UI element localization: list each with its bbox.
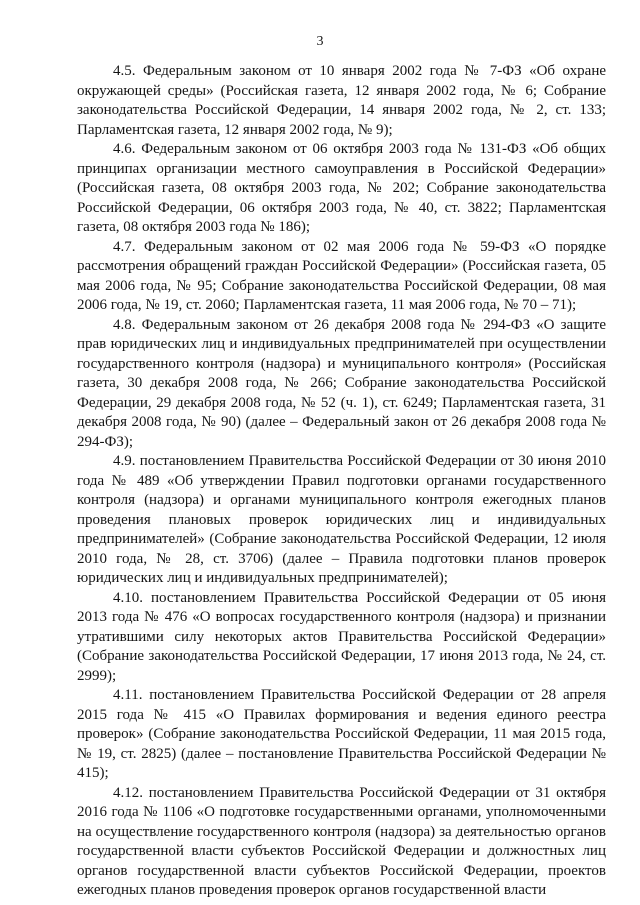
- paragraph-4-5: 4.5. Федеральным законом от 10 января 2002 года № 7-ФЗ «Об охране окружающей среды» (Российская газета, 12 января 2002 года, № 6; Собрание законодательства Российской Федерации, 14 января 2002 года, № 2, ст. 133; Парламентская газета, 12 января 2002 года, № 9);: [77, 63, 606, 138]
- document-body: [77, 62, 606, 901]
- paragraph-4-11: 4.11. постановлением Правительства Российской Федерации от 28 апреля 2015 года № 415 «О Правилах формирования и ведения единого реестра проверок» (Собрание законодательства Российской Федерации, 11 мая 2015 года, № 19, ст. 2825) (далее – постановление Правительства Российской Федерации № 415);: [77, 687, 606, 781]
- paragraph-4-7: 4.7. Федеральным законом от 02 мая 2006 года № 59-ФЗ «О порядке рассмотрения обращений граждан Российской Федерации» (Российская газета, 05 мая 2006 года, № 95; Собрание законодательства Российской Федерации, 08 мая 2006 года, № 19, ст. 2060; Парламентская газета, 11 мая 2006 года, № 70 – 71);: [77, 238, 606, 313]
- paragraph-4-9: 4.9. постановлением Правительства Российской Федерации от 30 июня 2010 года № 489 «Об утверждении Правил подготовки органами государственного контроля (надзора) и органами муниципального контроля ежегодных планов проведения плановых проверок юридических лиц и индивидуальных предпринимателей» (Собрание законодательства Российской Федерации, 12 июля 2010 года, № 28, ст. 3706) (далее – Правила подготовки планов проверок юридических лиц и индивидуальных предпринимателей);: [77, 453, 606, 586]
- paragraph-4-6: 4.6. Федеральным законом от 06 октября 2003 года № 131-ФЗ «Об общих принципах организации местного самоуправления в Российской Федерации» (Российская газета, 08 октября 2003 года, № 202; Собрание законодательства Российской Федерации, 06 октября 2003 года, № 40, ст. 3822; Парламентская газета, 08 октября 2003 года № 186);: [77, 141, 606, 235]
- paragraph-4-10: 4.10. постановлением Правительства Российской Федерации от 05 июня 2013 года № 476 «О вопросах государственного контроля (надзора) и признании утратившими силу некоторых актов Правительства Российской Федерации» (Собрание законодательства Российской Федерации, 17 июня 2013 года, № 24, ст. 2999);: [77, 589, 606, 684]
- paragraph-4-8: 4.8. Федеральным законом от 26 декабря 2008 года № 294-ФЗ «О защите прав юридических лиц и индивидуальных предпринимателей при осуществлении государственного контроля (надзора) и муниципального контроля» (Российская газета, 30 декабря 2008 года, № 266; Собрание законодательства Российской Федерации, 29 декабря 2008 года, № 52 (ч. 1), ст. 6249; Парламентская газета, 31 декабря 2008 года, № 90) (далее – Федеральный закон от 26 декабря 2008 года № 294-ФЗ);: [77, 316, 606, 450]
- page-number: 3: [316, 34, 324, 49]
- paragraph-4-12: 4.12. постановлением Правительства Российской Федерации от 31 октября 2016 года № 1106 «О подготовке государственными органами, уполномоченными на осуществление государственного контроля (надзора) за деятельностью органов государственной власти субъектов Российской Федерации и должностных лиц органов государственной власти субъектов Российской Федерации, проектов ежегодных планов проведения проверок органов государственной власти: [77, 784, 606, 898]
